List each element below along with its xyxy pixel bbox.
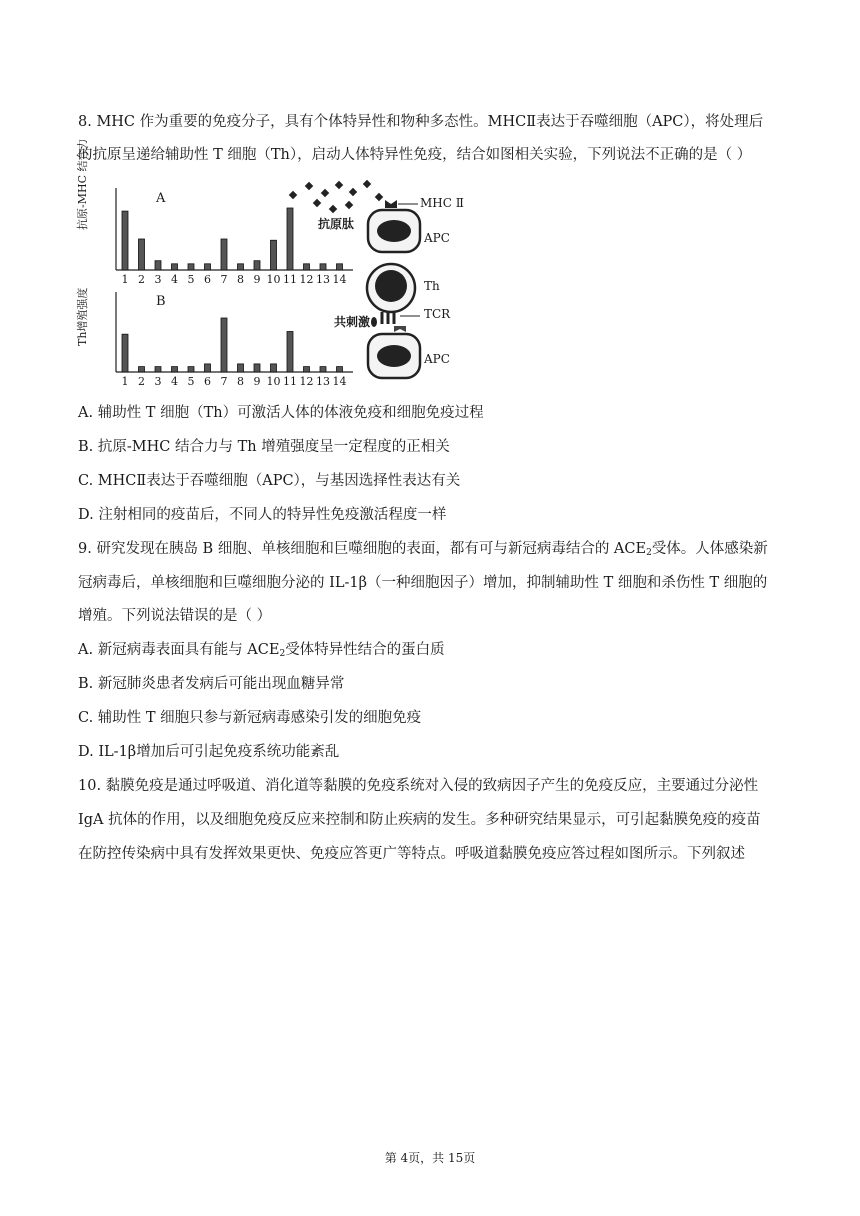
chart-b-tick-label: 7 (220, 375, 228, 388)
q8-option-a: A. 辅助性 T 细胞（Th）可激活人体的体液免疫和细胞免疫过程 (78, 405, 484, 421)
chart-a-bar-3 (155, 261, 161, 270)
chart-a-tick-label: 2 (138, 273, 145, 286)
chart-b-tick-label: 8 (237, 375, 244, 388)
chart-b-bars (122, 318, 343, 372)
chart-b-tick-labels (122, 375, 347, 388)
chart-b-tick-label: 12 (299, 375, 314, 388)
chart-a-tick-label: 8 (237, 273, 244, 286)
chart-a-tick-labels (122, 273, 347, 286)
chart-b-bar-11 (287, 332, 293, 373)
chart-a-bar-9 (254, 261, 260, 270)
q9-stem-line-1 (78, 539, 768, 559)
apc-nucleus-bottom (377, 345, 411, 367)
chart-a-bars (122, 208, 343, 270)
chart-a-tick-label: 14 (332, 273, 347, 286)
chart-a-tick-label: 12 (299, 273, 314, 286)
antigen-peptides (289, 180, 383, 213)
chart-a-tick-label: 13 (316, 273, 330, 286)
apc-label-bottom: APC (424, 352, 450, 366)
q8-option-b: B. 抗原-MHC 结合力与 Th 增殖强度呈一定程度的正相关 (78, 439, 450, 455)
chart-a-bar-4 (172, 264, 178, 270)
chart-a-bar-6 (205, 264, 211, 270)
chart-b-tick-label: 14 (332, 375, 347, 388)
chart-a-bar-10 (271, 240, 277, 270)
q9-option-a (78, 640, 445, 660)
apc-nucleus-top (377, 220, 411, 242)
q9-option-b: B. 新冠肺炎患者发病后可能出现血糖异常 (78, 676, 345, 692)
chart-a-tick-label: 9 (253, 273, 261, 286)
chart-b-ylabel: Th增殖强度 (76, 287, 89, 346)
chart-a-tick-label: 11 (283, 273, 297, 286)
chart-b-tick-label: 13 (316, 375, 330, 388)
chart-b-bar-4 (172, 367, 178, 372)
tcr-label: TCR (424, 307, 451, 321)
chart-b-panel-label: B (156, 294, 166, 309)
chart-a-tick-label: 5 (187, 273, 195, 286)
q10-stem-line-3: 在防控传染病中具有发挥效果更快、免疫应答更广等特点。呼吸道黏膜免疫应答过程如图所示。下列叙述 (78, 846, 745, 862)
q8-option-c: C. MHCⅡ表达于吞噬细胞（APC），与基因选择性表达有关 (78, 473, 461, 489)
chart-a-bar-11 (287, 208, 293, 270)
chart-b-tick-label: 11 (283, 375, 297, 388)
chart-a-tick-label: 3 (154, 273, 162, 286)
q9-stem-subscript: 2 (646, 548, 652, 558)
chart-b-bar-3 (155, 367, 161, 372)
chart-b-bar-2 (139, 367, 145, 372)
chart-b-bar-9 (254, 364, 260, 372)
costim-label: 共刺激 (334, 315, 371, 329)
q8-stem-line-1: 8. MHC 作为重要的免疫分子，具有个体特异性和物种多态性。MHCⅡ表达于吞噬细胞（APC），将处理后 (78, 114, 764, 130)
chart-a-bar-13 (320, 264, 326, 270)
chart-a-tick-label: 10 (266, 273, 281, 286)
chart-a-bar-12 (304, 264, 310, 270)
q9-stem-line-1-post: 受体。人体感染新 (651, 541, 768, 557)
tcr-receptor (382, 312, 394, 324)
chart-a-bar-14 (337, 264, 343, 270)
q9-option-d: D. IL-1β增加后可引起免疫系统功能紊乱 (78, 744, 340, 760)
chart-a-tick-label: 4 (171, 273, 178, 286)
chart-b-tick-label: 10 (266, 375, 281, 388)
chart-b-bar-10 (271, 364, 277, 372)
q9-option-a-post: 受体特异性结合的蛋白质 (285, 642, 445, 658)
th-nucleus (375, 270, 407, 302)
q9-option-c: C. 辅助性 T 细胞只参与新冠病毒感染引发的细胞免疫 (78, 710, 422, 726)
chart-a-panel-label: A (156, 191, 166, 206)
chart-b-bar-14 (337, 367, 343, 372)
chart-b-bar-7 (221, 318, 227, 372)
chart-b-bar-6 (205, 364, 211, 372)
q10-stem-line-1: 10. 黏膜免疫是通过呼吸道、消化道等黏膜的免疫系统对入侵的致病因子产生的免疫反应，主要通过分泌性 (78, 778, 759, 794)
chart-b-bar-12 (304, 367, 310, 372)
chart-a-ylabel: 抗原-MHC 结合力 (76, 138, 89, 230)
chart-a-bar-2 (139, 239, 145, 270)
q10-stem-line-2: IgA 抗体的作用，以及细胞免疫反应来控制和防止疾病的发生。多种研究结果显示，可引起黏膜免疫的疫苗 (78, 812, 761, 828)
q8-stem-line-2: 的抗原呈递给辅助性 T 细胞（Th），启动人体特异性免疫，结合如图相关实验，下列说法不正确的是（ ） (78, 147, 752, 163)
page-footer: 第 4页，共 15页 (384, 1151, 476, 1165)
chart-b-bar-13 (320, 367, 326, 372)
costim-molecule (371, 317, 377, 327)
apc-label-top: APC (424, 231, 450, 245)
chart-b-tick-label: 9 (253, 375, 261, 388)
chart-b-tick-label: 3 (154, 375, 162, 388)
chart-b (75, 288, 353, 388)
q9-stem-line-3: 增殖。下列说法错误的是（ ） (78, 608, 272, 624)
q8-option-d: D. 注射相同的疫苗后，不同人的特异性免疫激活程度一样 (78, 507, 447, 523)
tcr-mhc-complex (394, 326, 406, 332)
chart-b-tick-label: 5 (187, 375, 195, 388)
q9-stem-line-2: 冠病毒后，单核细胞和巨噬细胞分泌的 IL-1β（一种细胞因子）增加，抑制辅助性 T 细胞和杀伤性 T 细胞的 (78, 575, 768, 591)
chart-a-bar-5 (188, 264, 194, 270)
chart-b-tick-label: 1 (121, 375, 129, 388)
chart-a-bar-8 (238, 264, 244, 270)
q9-stem-line-1-pre: 9. 研究发现在胰岛 B 细胞、单核细胞和巨噬细胞的表面，都有可与新冠病毒结合的 ACE (78, 541, 647, 557)
chart-b-bar-5 (188, 367, 194, 372)
chart-b-bar-1 (122, 334, 128, 372)
q9-option-a-subscript: 2 (279, 649, 286, 659)
chart-b-tick-label: 2 (138, 375, 145, 388)
chart-b-bar-8 (238, 364, 244, 372)
chart-a-tick-label: 7 (220, 273, 228, 286)
chart-b-tick-label: 6 (204, 375, 211, 388)
chart-b-tick-label: 4 (171, 375, 178, 388)
chart-a-bar-1 (122, 211, 128, 270)
antigen-peptide-label: 抗原肽 (318, 217, 355, 231)
chart-a-tick-label: 6 (204, 273, 211, 286)
chart-a-tick-label: 1 (121, 273, 129, 286)
mhc-ii-label: MHC Ⅱ (420, 196, 464, 210)
q9-option-a-pre: A. 新冠病毒表面具有能与 ACE (78, 642, 280, 658)
chart-a-bar-7 (221, 239, 227, 270)
mhc-ii-receptor (385, 200, 397, 208)
th-label: Th (424, 279, 440, 293)
